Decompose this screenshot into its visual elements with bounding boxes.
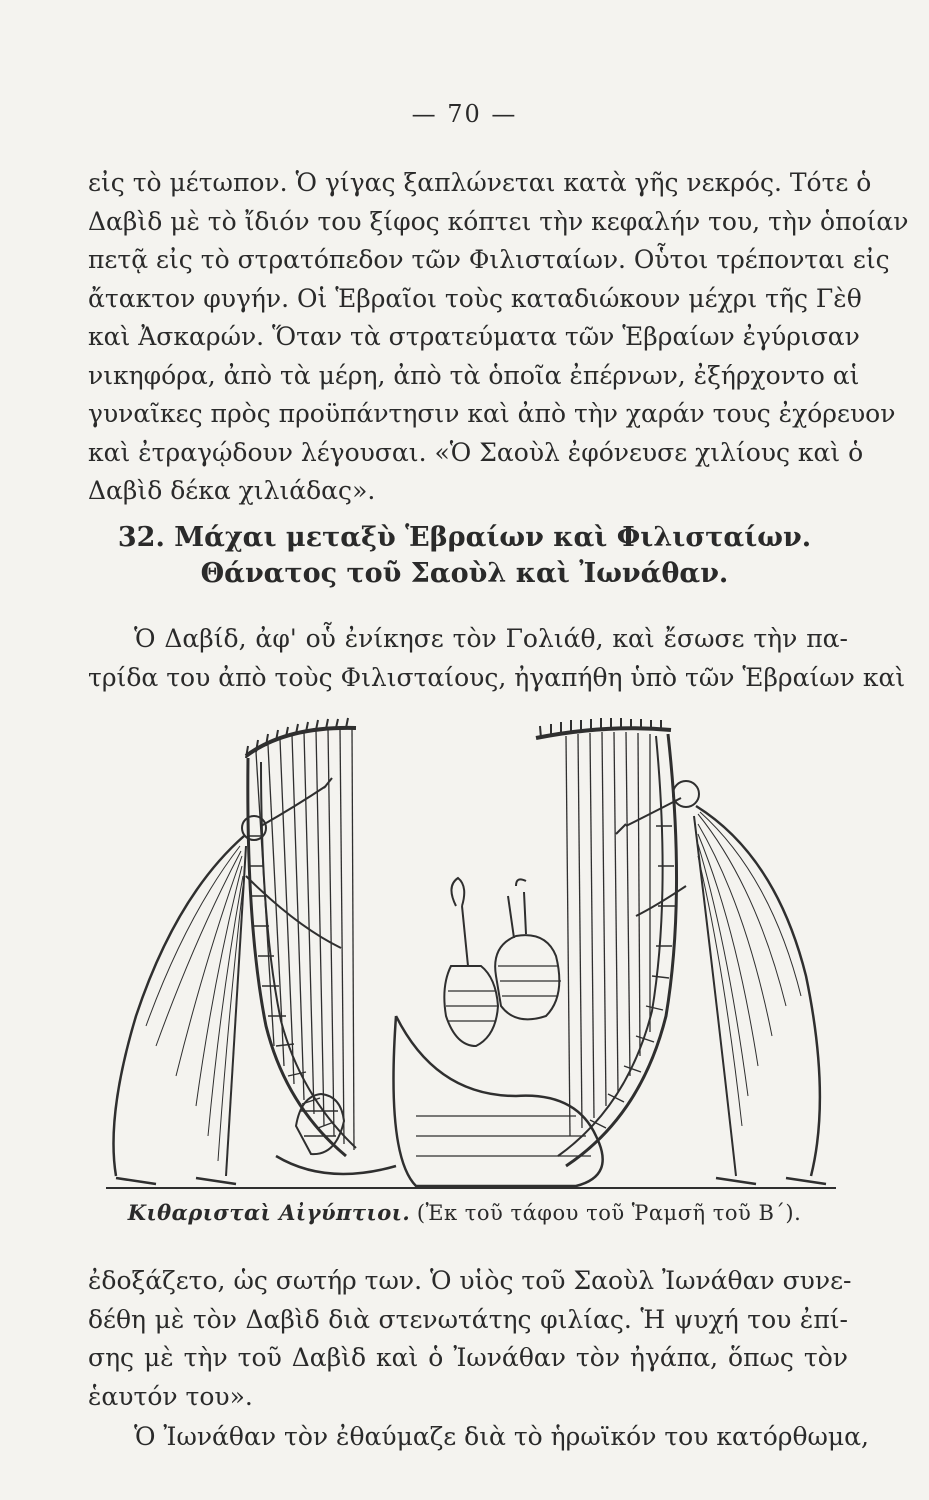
text-line: Δαβὶδ μὲ τὸ ἴδιόν του ξίφος κόπτει τὴν κεφαλήν του, τὴν ὁποίαν [88, 206, 909, 236]
text-line: ἑαυτόν του». [88, 1381, 253, 1411]
caption-source: (Ἐκ τοῦ τάφου τοῦ Ῥαμσῆ τοῦ Β΄). [416, 1201, 802, 1225]
text-line: καὶ ἐτραγῴδουν λέγουσαι. «Ὁ Σαοὺλ ἐφόνευσε χιλίους καὶ ὁ [88, 437, 864, 467]
text-line: ἄτακτον φυγήν. Οἱ Ἑβραῖοι τοὺς καταδιώκουν μέχρι τῆς Γὲθ [88, 283, 862, 313]
text-line: δέθη μὲ τὸν Δαβὶδ διὰ στενωτάτης φιλίας. Ἡ ψυχή του ἐπί- [88, 1304, 848, 1334]
text-line: καὶ Ἀσκαρών. Ὅταν τὰ στρατεύματα τῶν Ἑβραίων ἐγύρισαν [88, 322, 860, 351]
page-number: — 70 — [411, 100, 518, 128]
text-line: Ὁ Ἰωνάθαν τὸν ἐθαύμαζε διὰ τὸ ἡρωϊκόν του κατόρθωμα, [134, 1422, 869, 1451]
text-line: γυναῖκες πρὸς προϋπάντησιν καὶ ἀπὸ τὴν χαράν τους ἐχόρευον [88, 399, 896, 428]
section-title: 32. Μάχαι μεταξὺ Ἑβραίων καὶ Φιλισταίων. [117, 522, 812, 553]
harpists-drawing [96, 716, 846, 1196]
right-harp [495, 718, 676, 1166]
paragraph-3 [88, 1262, 852, 1416]
paragraph-4 [88, 1418, 869, 1457]
paragraph-1 [88, 164, 909, 511]
text-line: σης μὲ τὴν τοῦ Δαβὶδ καὶ ὁ Ἰωνάθαν τὸν ἠγάπα, ὅπως τὸν [88, 1343, 848, 1372]
right-harpist-figure [616, 781, 826, 1184]
section-heading [0, 520, 929, 592]
left-harp [246, 718, 396, 1174]
text-line: νικηφόρα, ἀπὸ τὰ μέρη, ἀπὸ τὰ ὁποῖα ἐπέρνων, ἐξήρχοντο αἱ [88, 360, 860, 390]
text-line: τρίδα του ἀπὸ τοὺς Φιλισταίους, ἠγαπήθη ὑπὸ τῶν Ἑβραίων καὶ [88, 662, 906, 692]
section-subtitle: Θάνατος τοῦ Σαοὺλ καὶ Ἰωνάθαν. [200, 558, 729, 589]
egyptian-harpists-illustration [96, 716, 846, 1196]
text-line: Ὁ Δαβίδ, ἀφ' οὗ ἐνίκησε τὸν Γολιάθ, καὶ ἔσωσε τὴν πα- [134, 624, 848, 653]
center-ornament [394, 878, 603, 1186]
text-line: Δαβὶδ δέκα χιλιάδας». [88, 476, 376, 505]
figure-caption [0, 1199, 929, 1227]
text-line: εἰς τὸ μέτωπον. Ὁ γίγας ξαπλώνεται κατὰ γῆς νεκρός. Τότε ὁ [88, 168, 872, 197]
caption-title: Κιθαρισταὶ Αἰγύπτιοι. [127, 1200, 411, 1225]
paragraph-2 [88, 620, 906, 697]
text-line: ἐδοξάζετο, ὡς σωτήρ των. Ὁ υἱὸς τοῦ Σαοὺλ Ἰωνάθαν συνε- [88, 1266, 852, 1295]
text-line: πετᾷ εἰς τὸ στρατόπεδον τῶν Φιλισταίων. Οὗτοι τρέπονται εἰς [88, 245, 890, 274]
